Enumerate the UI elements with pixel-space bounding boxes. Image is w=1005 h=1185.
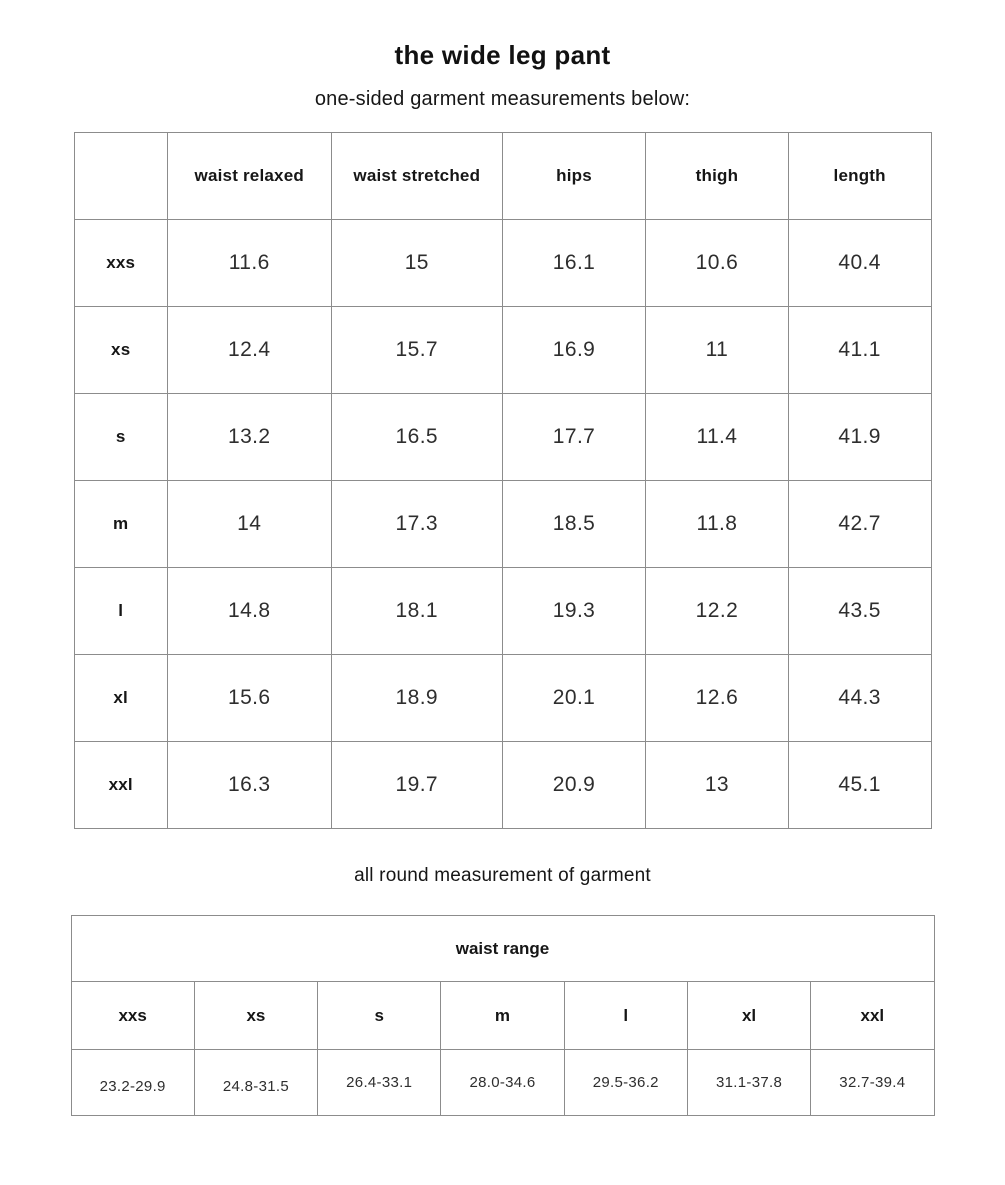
size-label: xxl <box>811 982 934 1050</box>
measurement-value: 14 <box>167 481 331 568</box>
waist-range-value: 23.2-29.9 <box>71 1050 194 1116</box>
size-label: m <box>74 481 167 568</box>
size-label: l <box>564 982 687 1050</box>
column-header-waist-relaxed: waist relaxed <box>167 133 331 220</box>
measurement-value: 18.5 <box>502 481 645 568</box>
measurement-value: 11.4 <box>646 394 789 481</box>
waist-range-value: 32.7-39.4 <box>811 1050 934 1116</box>
waist-range-value: 29.5-36.2 <box>564 1050 687 1116</box>
table-row <box>74 394 931 481</box>
column-header-hips: hips <box>502 133 645 220</box>
measurement-value: 12.6 <box>646 655 789 742</box>
column-header-thigh: thigh <box>646 133 789 220</box>
table-row <box>74 655 931 742</box>
measurement-value: 14.8 <box>167 568 331 655</box>
table-header-row <box>74 133 931 220</box>
waist-range-header: waist range <box>71 916 934 982</box>
table-row <box>74 742 931 829</box>
size-label: xs <box>194 982 317 1050</box>
waist-range-header-row <box>71 916 934 982</box>
table-row <box>74 307 931 394</box>
size-label: xxs <box>71 982 194 1050</box>
measurement-value: 12.4 <box>167 307 331 394</box>
table-row <box>74 220 931 307</box>
waist-range-table <box>71 915 935 1116</box>
measurement-value: 45.1 <box>788 742 931 829</box>
measurement-value: 11.8 <box>646 481 789 568</box>
size-label: xl <box>687 982 810 1050</box>
table-row <box>74 481 931 568</box>
waist-range-value: 28.0-34.6 <box>441 1050 564 1116</box>
column-header-blank <box>74 133 167 220</box>
size-label: xl <box>74 655 167 742</box>
measurement-value: 19.7 <box>331 742 502 829</box>
measurement-value: 13 <box>646 742 789 829</box>
size-label: l <box>74 568 167 655</box>
column-header-length: length <box>788 133 931 220</box>
measurement-value: 11.6 <box>167 220 331 307</box>
waist-range-value: 24.8-31.5 <box>194 1050 317 1116</box>
size-label: xs <box>74 307 167 394</box>
measurement-value: 43.5 <box>788 568 931 655</box>
measurement-value: 16.3 <box>167 742 331 829</box>
measurement-value: 40.4 <box>788 220 931 307</box>
waist-range-values-row <box>71 1050 934 1116</box>
measurement-value: 42.7 <box>788 481 931 568</box>
measurement-value: 16.1 <box>502 220 645 307</box>
measurement-value: 18.1 <box>331 568 502 655</box>
size-label: s <box>74 394 167 481</box>
measurement-value: 15.7 <box>331 307 502 394</box>
measurement-value: 17.7 <box>502 394 645 481</box>
size-label: s <box>318 982 441 1050</box>
waist-range-size-row <box>71 982 934 1050</box>
waist-range-value: 31.1-37.8 <box>687 1050 810 1116</box>
measurement-value: 13.2 <box>167 394 331 481</box>
measurement-value: 16.5 <box>331 394 502 481</box>
measurement-value: 41.1 <box>788 307 931 394</box>
measurement-value: 17.3 <box>331 481 502 568</box>
measurement-value: 10.6 <box>646 220 789 307</box>
measurement-value: 20.1 <box>502 655 645 742</box>
measurement-value: 41.9 <box>788 394 931 481</box>
measurement-value: 12.2 <box>646 568 789 655</box>
page-title: the wide leg pant <box>394 40 611 70</box>
waist-range-value: 26.4-33.1 <box>318 1050 441 1116</box>
measurement-value: 15 <box>331 220 502 307</box>
garment-measurements-table <box>74 132 932 829</box>
page-subtitle: one-sided garment measurements below: <box>314 88 691 110</box>
measurement-value: 20.9 <box>502 742 645 829</box>
measurement-value: 11 <box>646 307 789 394</box>
all-round-section-title: all round measurement of garment <box>354 865 651 886</box>
size-label: xxl <box>74 742 167 829</box>
measurement-value: 19.3 <box>502 568 645 655</box>
measurement-value: 16.9 <box>502 307 645 394</box>
measurement-value: 18.9 <box>331 655 502 742</box>
column-header-waist-stretched: waist stretched <box>331 133 502 220</box>
measurement-value: 44.3 <box>788 655 931 742</box>
size-label: xxs <box>74 220 167 307</box>
table-row <box>74 568 931 655</box>
size-label: m <box>441 982 564 1050</box>
measurement-value: 15.6 <box>167 655 331 742</box>
